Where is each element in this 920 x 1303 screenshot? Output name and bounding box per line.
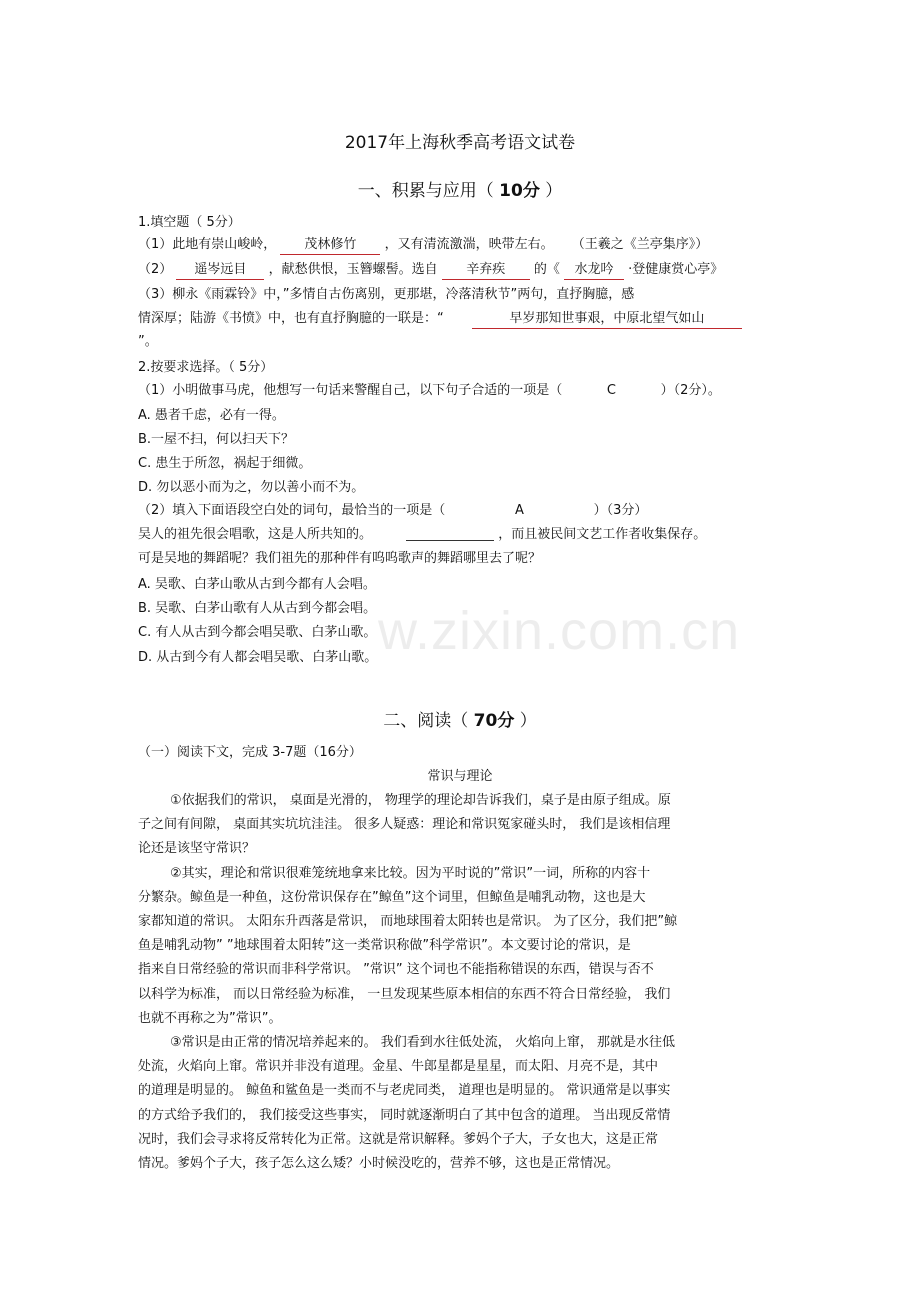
q1-item-1-source: （王羲之《兰亭集序》）: [571, 237, 709, 252]
reading-line: ③常识是由正常的情况培养起来的。 我们看到水往低处流， 火焰向上窜， 那就是水往低: [170, 1035, 676, 1050]
section-1-close: ）: [545, 181, 563, 201]
q2-part-1-stem: [138, 382, 721, 400]
exam-title: 2017年上海秋季高考语文试卷: [344, 133, 576, 153]
reading-line: 家都知道的常识。 太阳东升西落是常识， 而地球围着太阳转也是常识。 为了区分，我们把”鲸: [138, 914, 678, 929]
q2-part-2-text-b: ）（3分）: [593, 503, 648, 518]
q1-item-3-line-1: （3）柳永《雨霖铃》中，”多情自古伤离别，更那堪，冷落清秋节”两句，直抒胸臆，感: [138, 287, 635, 302]
watermark: w.zixin.com.cn: [378, 601, 741, 661]
q2-part-1-option-d: D. 勿以恶小而为之，勿以善小而不为。: [138, 480, 365, 495]
q2-part-2-option-a: A. 吴歌、白茅山歌从古到今都有人会唱。: [138, 577, 376, 592]
q2-part-1-text-a: （1）小明做事马虎，他想写一句话来警醒自己，以下句子合适的一项是（: [138, 383, 563, 398]
q1-item-3-line-3: ”。: [138, 334, 158, 349]
q1-item-2-text-a: （2）: [138, 262, 173, 277]
reading-line: ①依据我们的常识， 桌面是光滑的， 物理学的理论却告诉我们，桌子是由原子组成。原: [170, 793, 671, 808]
q1-item-2-text-d: ·登健康赏心亭》: [628, 262, 724, 277]
section-1-score: 10分: [499, 181, 540, 201]
section-1-heading: [0, 176, 920, 201]
q2-heading: 2.按要求选择。（ 5分）: [138, 360, 274, 375]
q2-part-2-answer: A: [514, 503, 524, 518]
section-2-close: ）: [519, 711, 537, 731]
reading-line: 情况。爹妈个子大，孩子怎么这么矮？小时候没吃的，营养不够，这也是正常情况。: [138, 1156, 620, 1171]
section-2-score: 70分: [473, 711, 515, 731]
reading-line: 指来自日常经验的常识而非科学常识。 ”常识” 这个词也不能指称错误的东西，错误与否不: [138, 962, 654, 977]
q2-part-2-passage-1: [138, 526, 706, 544]
q1-item-2-answer-1: 遥岑远目: [176, 261, 264, 280]
reading-heading: （一）阅读下文，完成 3-7题（16分）: [138, 745, 362, 760]
section-2-heading: [0, 706, 920, 731]
q1-item-3-line-2: [138, 310, 742, 329]
q1-item-3-text: 情深厚；陆游《书愤》中，也有直抒胸臆的一联是：“: [138, 311, 444, 326]
q1-item-1-text-a: （1）此地有崇山峻岭，: [138, 237, 277, 252]
reading-line: 的方式给予我们的， 我们接受这些事实， 同时就逐渐明白了其中包含的道理。 当出现反常情: [138, 1108, 671, 1123]
q2-part-2-text-a: （2）填入下面语段空白处的词句，最恰当的一项是（: [138, 503, 446, 518]
reading-line: 况时，我们会寻求将反常转化为正常。这就是常识解释。爹妈个子大，子女也大，这是正常: [138, 1132, 659, 1147]
reading-line: 也就不再称之为”常识”。: [138, 1011, 282, 1026]
q2-part-1-option-c: C. 患生于所忽，祸起于细微。: [138, 456, 312, 471]
reading-line: 鱼是哺乳动物” ”地球围着太阳转”这一类常识称做”科学常识”。本文要讨论的常识，是: [138, 938, 631, 953]
reading-line: 的道理是明显的。 鲸鱼和鲨鱼是一类而不与老虎同类， 道理也是明显的。 常识通常是以事实: [138, 1083, 671, 1098]
q2-part-2-option-c: C. 有人从古到今都会唱吴歌、白茅山歌。: [138, 625, 377, 640]
reading-line: 论还是该坚守常识？: [138, 841, 256, 856]
reading-line: ②其实，理论和常识很难笼统地拿来比较。因为平时说的”常识”一词，所称的内容十: [170, 866, 651, 881]
reading-line: 分繁杂。鲸鱼是一种鱼，这份常识保存在”鲸鱼”这个词里，但鲸鱼是哺乳动物，这也是大: [138, 890, 646, 905]
q2-part-2-blank: [406, 526, 494, 541]
q1-item-2-text-c: 的《: [533, 262, 560, 277]
reading-line: 处流，火焰向上窜。常识并非没有道理。金星、牛郎星都是星星，而太阳、月亮不是，其中: [138, 1059, 659, 1074]
q1-item-2: [138, 261, 723, 280]
section-1-label: 一、积累与应用（: [357, 181, 494, 201]
q2-part-1-answer: C: [606, 383, 616, 398]
q1-item-1: [138, 236, 708, 255]
q1-item-1-text-b: ，又有清流激湍，映带左右。: [384, 237, 554, 252]
q2-part-2-passage-text-a: 吴人的祖先很会唱歌，这是人所共知的。: [138, 527, 373, 542]
q2-part-1-text-b: ）（2分）。: [660, 383, 721, 398]
q2-part-2-passage-text-b: ，而且被民间文艺工作者收集保存。: [498, 527, 707, 542]
reading-line: 以科学为标准， 而以日常经验为标准， 一旦发现某些原本相信的东西不符合日常经验， 我们: [138, 987, 671, 1002]
q2-part-2-passage-2: 可是吴地的舞蹈呢？我们祖先的那种伴有呜呜歌声的舞蹈哪里去了呢？: [138, 551, 542, 566]
q1-heading: 1.填空题（ 5分）: [138, 215, 241, 230]
q1-item-2-answer-2: 辛弃疾: [442, 261, 530, 280]
q1-item-1-answer: 茂林修竹: [280, 236, 380, 255]
q1-item-2-answer-3: 水龙吟: [564, 261, 624, 280]
q1-item-2-text-b: ，献愁供恨，玉簪螺髻。选自: [268, 262, 438, 277]
q2-part-2-option-d: D. 从古到今有人都会唱吴歌、白茅山歌。: [138, 650, 378, 665]
q2-part-1-option-b: B.一屋不扫，何以扫天下？: [138, 432, 295, 447]
q1-item-3-answer: 早岁那知世事艰，中原北望气如山: [472, 310, 742, 329]
section-2-label: 二、阅读（: [383, 711, 469, 731]
reading-line: 子之间有间隙， 桌面其实坑坑洼洼。 很多人疑惑：理论和常识冤家碰头时， 我们是该相信理: [138, 817, 671, 832]
q2-part-2-stem: [138, 502, 647, 520]
reading-title: 常识与理论: [427, 769, 493, 784]
q2-part-1-option-a: A. 愚者千虑，必有一得。: [138, 408, 285, 423]
q2-part-2-option-b: B. 吴歌、白茅山歌有人从古到今都会唱。: [138, 601, 377, 616]
